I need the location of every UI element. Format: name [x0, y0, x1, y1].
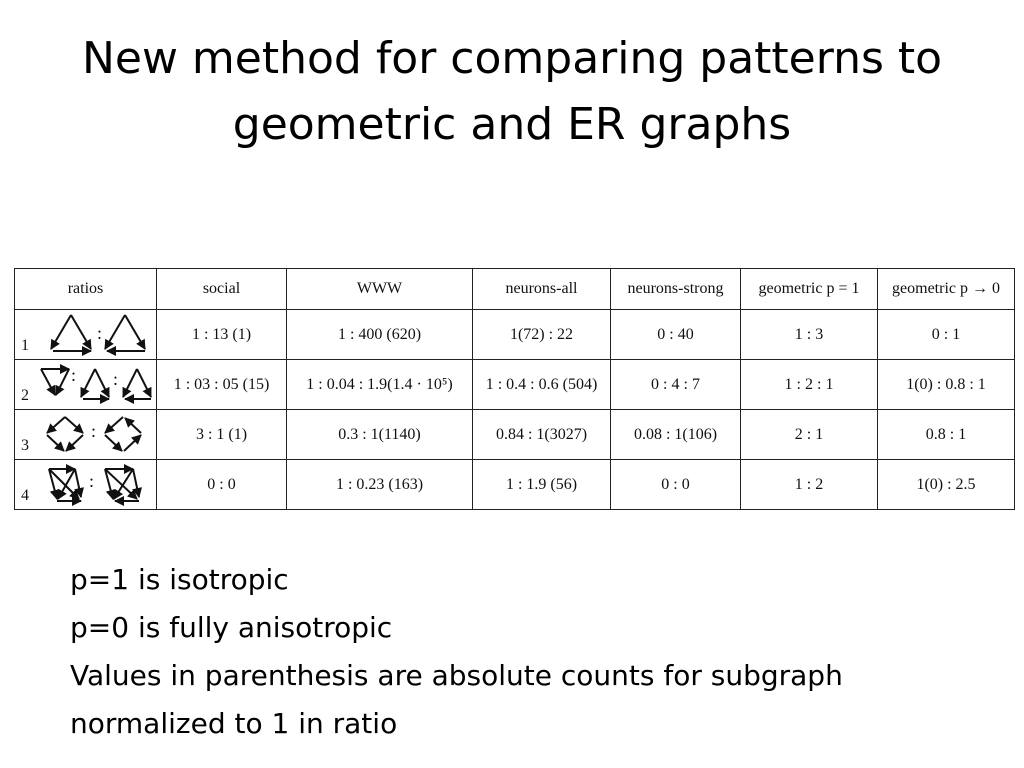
row-number: 1 — [21, 337, 29, 354]
cell-geometric-p1: 1 : 3 — [741, 310, 878, 360]
header-geometric-p1: geometric p = 1 — [741, 269, 878, 310]
header-neurons-all: neurons-all — [473, 269, 611, 310]
cell-geometric-p1: 2 : 1 — [741, 410, 878, 460]
motif-separator: : — [91, 421, 97, 441]
note-line: normalized to 1 in ratio — [70, 707, 398, 740]
ratio-cell — [15, 310, 157, 360]
slide-title — [0, 26, 1024, 158]
cell-neurons-strong: 0 : 0 — [611, 460, 741, 510]
cell-www: 1 : 400 (620) — [287, 310, 473, 360]
row-number: 3 — [21, 437, 29, 454]
header-geometric-p0: geometric p → 0 — [878, 269, 1015, 310]
cell-neurons-all: 1(72) : 22 — [473, 310, 611, 360]
cell-social: 1 : 03 : 05 (15) — [157, 360, 287, 410]
motif-separator: : — [113, 369, 119, 389]
header-ratios: ratios — [15, 269, 157, 310]
square-pair-motif-icon — [41, 411, 153, 457]
triangle-pair-motif-icon — [41, 311, 153, 357]
cell-neurons-strong: 0 : 40 — [611, 310, 741, 360]
row-number: 2 — [21, 387, 29, 404]
title-line-2: geometric and ER graphs — [232, 99, 792, 150]
cell-social: 3 : 1 (1) — [157, 410, 287, 460]
cell-neurons-strong: 0 : 4 : 7 — [611, 360, 741, 410]
cell-geometric-p0: 1(0) : 2.5 — [878, 460, 1015, 510]
cell-geometric-p1: 1 : 2 : 1 — [741, 360, 878, 410]
triangle-triple-motif-icon — [37, 361, 155, 407]
cell-www: 1 : 0.04 : 1.9(1.4 · 10⁵) — [287, 360, 473, 410]
cell-geometric-p0: 0.8 : 1 — [878, 410, 1015, 460]
table-row — [15, 410, 1015, 460]
title-line-1: New method for comparing patterns to — [81, 33, 943, 84]
motif-separator: : — [97, 323, 103, 343]
table-header-row — [15, 269, 1015, 310]
note-line: Values in parenthesis are absolute counts for subgraph — [70, 659, 843, 692]
cell-www: 0.3 : 1(1140) — [287, 410, 473, 460]
table-row — [15, 360, 1015, 410]
cell-social: 1 : 13 (1) — [157, 310, 287, 360]
cell-geometric-p1: 1 : 2 — [741, 460, 878, 510]
note-line: p=0 is fully anisotropic — [70, 611, 393, 644]
table-row — [15, 310, 1015, 360]
motif-separator: : — [71, 365, 77, 385]
cell-social: 0 : 0 — [157, 460, 287, 510]
cell-neurons-all: 1 : 1.9 (56) — [473, 460, 611, 510]
row-number: 4 — [21, 487, 29, 504]
header-www: WWW — [287, 269, 473, 310]
cell-www: 1 : 0.23 (163) — [287, 460, 473, 510]
ratio-table — [14, 268, 1015, 510]
table-row — [15, 460, 1015, 510]
ratio-cell — [15, 460, 157, 510]
cell-neurons-strong: 0.08 : 1(106) — [611, 410, 741, 460]
cell-geometric-p0: 0 : 1 — [878, 310, 1015, 360]
cell-geometric-p0: 1(0) : 0.8 : 1 — [878, 360, 1015, 410]
ratio-cell — [15, 410, 157, 460]
cell-neurons-all: 0.84 : 1(3027) — [473, 410, 611, 460]
note-line: p=1 is isotropic — [70, 563, 289, 596]
notes-block — [70, 556, 1000, 748]
cell-neurons-all: 1 : 0.4 : 0.6 (504) — [473, 360, 611, 410]
cross-square-pair-motif-icon — [41, 461, 153, 507]
header-neurons-strong: neurons-strong — [611, 269, 741, 310]
motif-separator: : — [89, 471, 95, 491]
ratio-cell — [15, 360, 157, 410]
header-social: social — [157, 269, 287, 310]
